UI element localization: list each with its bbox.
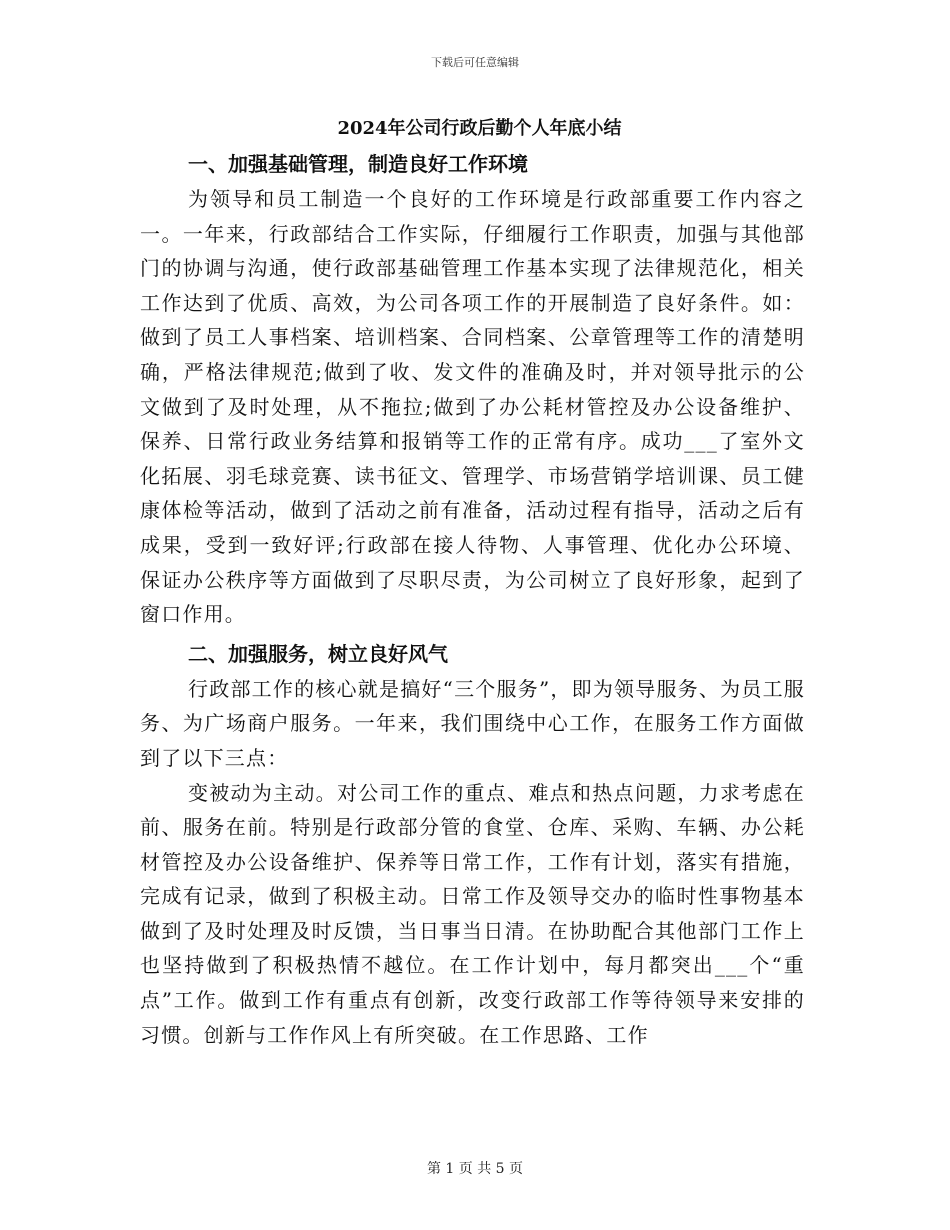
paragraph: 变被动为主动。对公司工作的重点、难点和热点问题，力求考虑在前、服务在前。特别是行政部分管的食堂、仓库、采购、车辆、办公耗材管控及办公设备维护、保养等日常工作，工作有计划，落实有措施，完成有记录，做到了积极主动。日常工作及领导交办的临时性事物基本做到了及时处理及时反馈，当日事当日清。在协助配合其他部门工作上也坚持做到了积极热情不越位。在工作计划中，每月都突出___个“重点”工作。做到工作有重点有创新，改变行政部工作等待领导来安排的习惯。创新与工作作风上有所突破。在工作思路、工作 — [140, 780, 805, 1047]
page-number: 第 1 页 共 5 页 — [426, 1161, 524, 1177]
paragraph: 行政部工作的核心就是搞好“三个服务”，即为领导服务、为员工服务、为广场商户服务。一年来，我们围绕中心工作，在服务工作方面做到了以下三点： — [140, 676, 805, 770]
section-heading-1: 一、加强基础管理，制造良好工作环境 — [188, 152, 528, 176]
section-heading-2: 二、加强服务，树立良好风气 — [188, 641, 448, 666]
document-title: 2024年公司行政后勤个人年底小结 — [337, 118, 622, 139]
document-body — [140, 112, 805, 1052]
download-note: 下载后可任意编辑 — [431, 56, 519, 69]
paragraph: 为领导和员工制造一个良好的工作环境是行政部重要工作内容之一。一年来，行政部结合工作实际，仔细履行工作职责，加强与其他部门的协调与沟通，使行政部基础管理工作基本实现了法律规范化，相关工作达到了优质、高效，为公司各项工作的开展制造了良好条件。如：做到了员工人事档案、培训档案、合同档案、公章管理等工作的清楚明确，严格法律规范;做到了收、发文件的准确及时，并对领导批示的公文做到了及时处理，从不拖拉;做到了办公耗材管控及办公设备维护、保养、日常行政业务结算和报销等工作的正常有序。成功___了室外文化拓展、羽毛球竞赛、读书征文、管理学、市场营销学培训课、员工健康体检等活动，做到了活动之前有准备，活动过程有指导，活动之后有成果，受到一致好评;行政部在接人待物、人事管理、优化办公环境、保证办公秩序等方面做到了尽职尽责，为公司树立了良好形象，起到了窗口作用。 — [140, 187, 805, 627]
